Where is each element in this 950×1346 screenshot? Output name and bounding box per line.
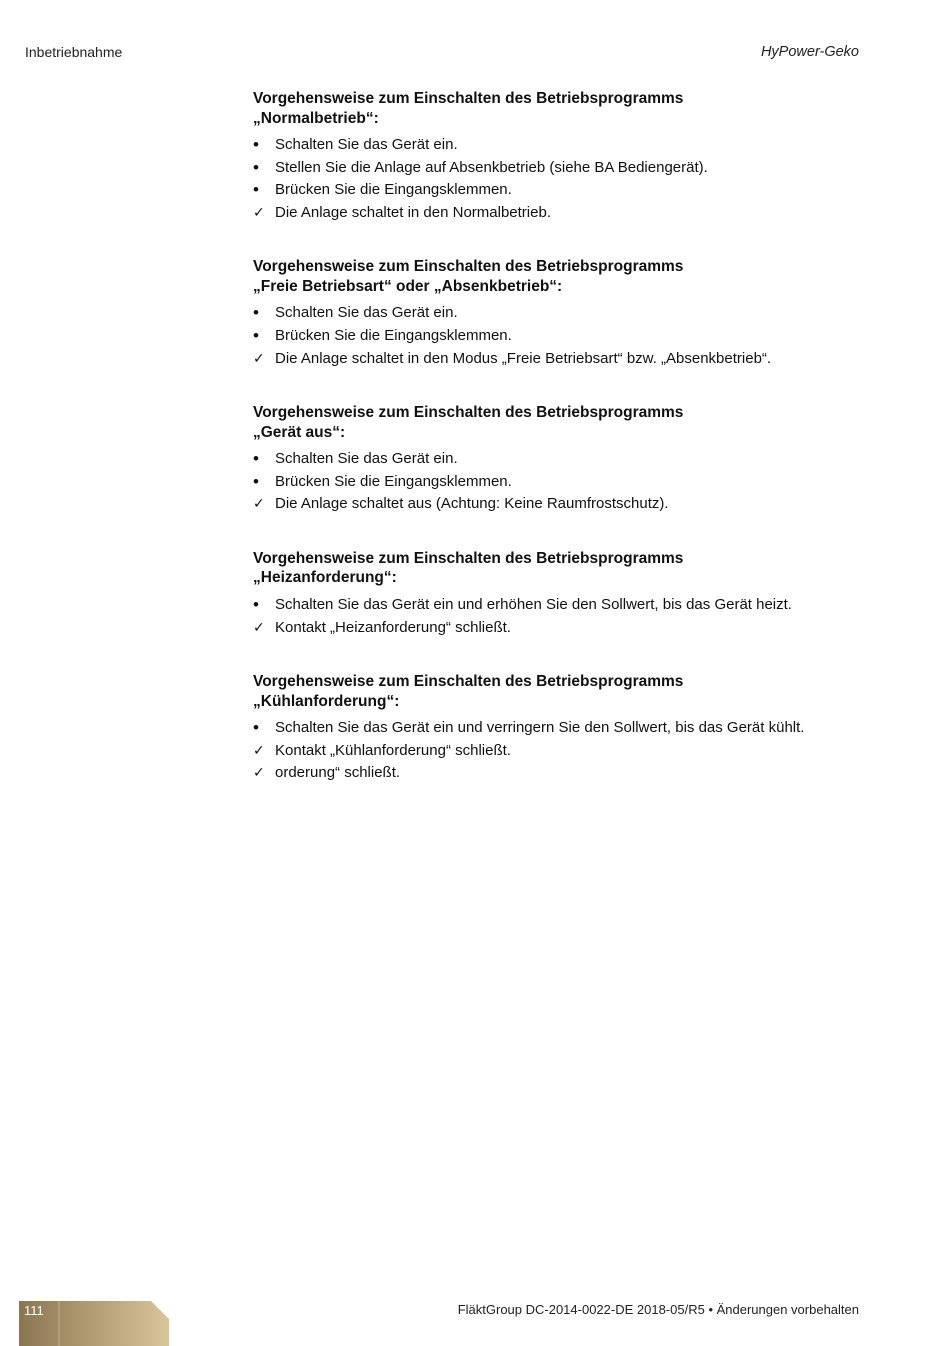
section-title (253, 549, 873, 588)
list-item-text: Stellen Sie die Anlage auf Absenkbetrieb (siehe BA Bediengerät). (275, 158, 708, 176)
step-list (253, 134, 873, 224)
list-item (253, 134, 873, 157)
section-title-line2: „Heizanforderung“: (253, 569, 397, 587)
section-title-line1: Vorgehensweise zum Einschalten des Betriebsprogramms (253, 404, 684, 422)
section-title-line2: „Gerät aus“: (253, 423, 346, 441)
section-title-line1: Vorgehensweise zum Einschalten des Betriebsprogramms (253, 549, 684, 567)
step-list (253, 594, 873, 639)
list-item (253, 325, 873, 348)
running-header-product: HyPower-Geko (760, 44, 859, 60)
section-freie-betriebsart (253, 257, 873, 370)
list-item (253, 471, 873, 494)
section-title-line1: Vorgehensweise zum Einschalten des Betriebsprogramms (253, 258, 684, 276)
list-item-text: Brücken Sie die Eingangsklemmen. (275, 326, 512, 344)
list-item-text: Schalten Sie das Gerät ein. (275, 304, 458, 322)
page-number: 111 (24, 1303, 44, 1318)
list-item-text: Die Anlage schaltet aus (Achtung: Keine Raumfrostschutz). (275, 495, 669, 513)
list-item-text: Schalten Sie das Gerät ein. (275, 450, 458, 468)
section-title-line1: Vorgehensweise zum Einschalten des Betriebsprogramms (253, 90, 684, 107)
checkmark-icon: ✓ (253, 742, 265, 759)
list-item (253, 302, 873, 325)
section-title (253, 672, 873, 711)
bullet-icon: • (253, 180, 259, 200)
bullet-icon: • (253, 718, 259, 738)
checkmark-icon: ✓ (253, 496, 265, 513)
section-title (253, 403, 873, 442)
list-item (253, 348, 873, 371)
section-title-line2: „Freie Betriebsart“ oder „Absenkbetrieb“: (253, 277, 563, 295)
checkmark-icon: ✓ (253, 765, 265, 782)
bullet-icon: • (253, 303, 259, 323)
list-item-text: Die Anlage schaltet in den Modus „Freie Betriebsart“ bzw. „Absenkbetrieb“. (275, 349, 772, 367)
bullet-icon: • (253, 594, 259, 614)
list-item-text: Schalten Sie das Gerät ein. (275, 136, 458, 153)
bullet-icon: • (253, 471, 259, 491)
list-item (253, 179, 873, 202)
running-header-section: Inbetriebnahme (25, 44, 123, 60)
step-list (253, 448, 873, 516)
list-item-text: Brücken Sie die Eingangsklemmen. (275, 472, 512, 490)
section-title (253, 257, 873, 296)
list-item-text: Kontakt „Heizanforderung“ schließt. (275, 618, 511, 636)
list-item (253, 493, 873, 516)
checkmark-icon: ✓ (253, 619, 265, 636)
section-kuehlanforderung (253, 672, 873, 785)
section-geraet-aus (253, 403, 873, 516)
list-item-text: Schalten Sie das Gerät ein und verringern Sie den Sollwert, bis das Gerät kühlt. (275, 719, 805, 737)
section-title-line2: „Normalbetrieb“: (253, 109, 379, 127)
list-item (253, 448, 873, 471)
section-title-line2: „Kühlanforderung“: (253, 692, 400, 710)
document-body (253, 89, 873, 818)
list-item (253, 762, 873, 785)
bullet-icon: • (253, 325, 259, 345)
list-item-text: Schalten Sie das Gerät ein und erhöhen Sie den Sollwert, bis das Gerät heizt. (275, 595, 792, 613)
section-title (253, 89, 873, 128)
list-item (253, 617, 873, 640)
list-item (253, 157, 873, 180)
section-heizanforderung (253, 549, 873, 639)
checkmark-icon: ✓ (253, 350, 265, 367)
list-item (253, 594, 873, 617)
bullet-icon: • (253, 157, 259, 177)
step-list (253, 302, 873, 370)
list-item (253, 717, 873, 740)
bullet-icon: • (253, 449, 259, 469)
list-item (253, 202, 873, 225)
footer-document-info: FläktGroup DC-2014-0022-DE 2018-05/R5 • Änderungen vorbehalten (457, 1302, 859, 1317)
list-item (253, 740, 873, 763)
section-title-line1: Vorgehensweise zum Einschalten des Betriebsprogramms (253, 673, 684, 691)
list-item-text: orderung“ schließt. (275, 764, 401, 782)
bullet-icon: • (253, 135, 259, 154)
section-normalbetrieb (253, 89, 873, 224)
list-item-text: Brücken Sie die Eingangsklemmen. (275, 181, 512, 199)
list-item-text: Kontakt „Kühlanforderung“ schließt. (275, 741, 511, 759)
list-item-text: Die Anlage schaltet in den Normalbetrieb. (275, 203, 551, 221)
checkmark-icon: ✓ (253, 204, 265, 221)
step-list (253, 717, 873, 785)
